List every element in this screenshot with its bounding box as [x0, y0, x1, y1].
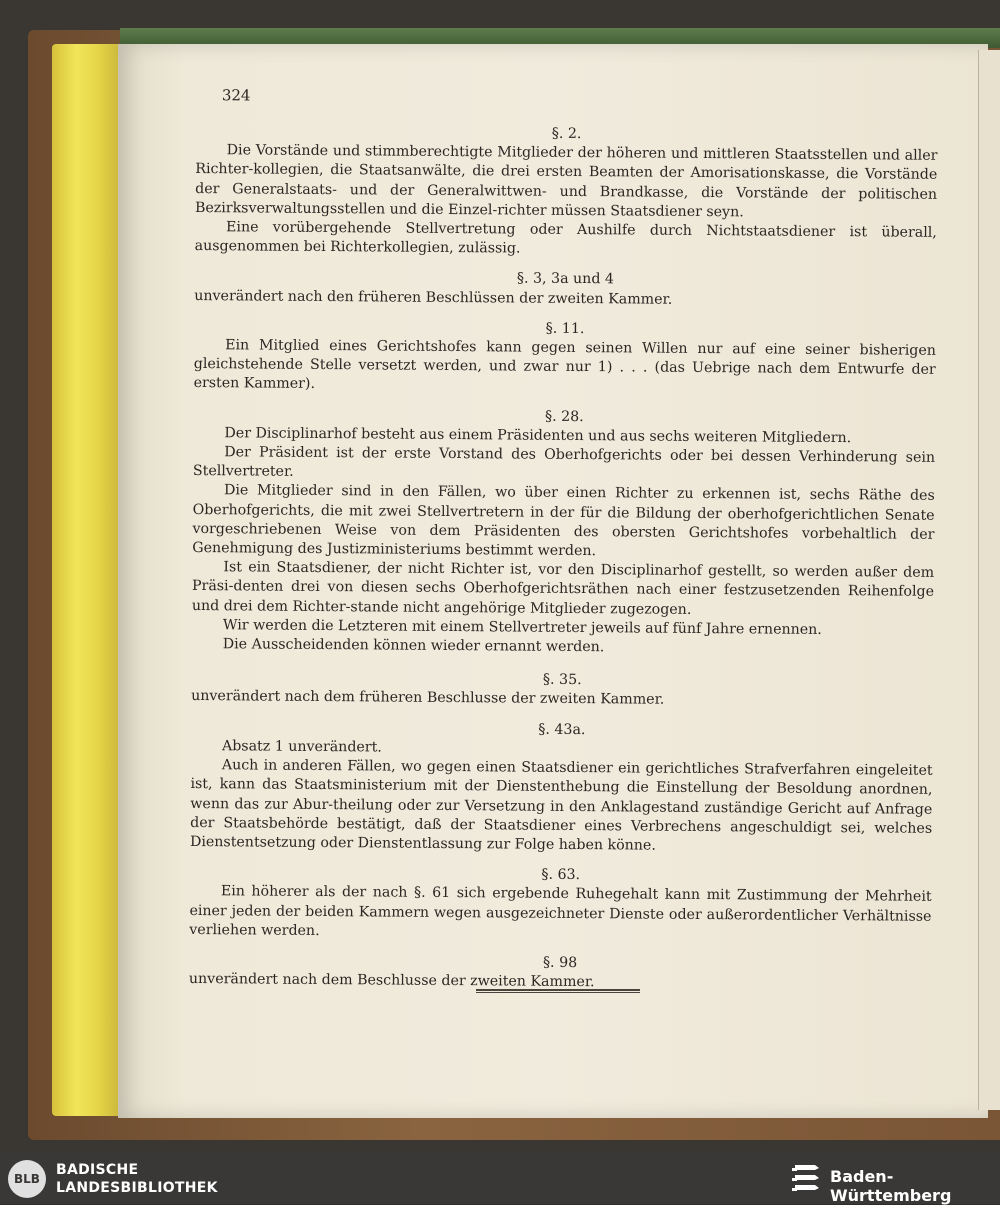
library-name[interactable] [56, 1161, 218, 1197]
state-name[interactable]: Baden-Württemberg [830, 1167, 952, 1205]
section-heading: §. 43a. [538, 721, 586, 738]
facing-page-edge [978, 50, 1000, 1110]
section-heading: §. 3, 3a und 4 [516, 270, 615, 288]
blb-logo[interactable]: BLB [8, 1160, 46, 1198]
section-heading: §. 2. [551, 125, 582, 143]
three-lions-icon [792, 1162, 822, 1194]
paragraph: unverändert nach dem früheren Beschlusse der zweiten Kammer. [191, 688, 665, 709]
section-heading: §. 63. [541, 866, 581, 884]
paragraph: Ein Mitglied eines Gerichtshofes kann gegen seinen Willen nur auf eine seiner bisherigen gleichstehende Stelle versetzt werden, und zwar nur 1) . . . (das Uebrige nach dem Entwurfe der ersten Kammer). [193, 337, 936, 393]
paragraph: unverändert nach den früheren Beschlüssen der zweiten Kammer. [194, 287, 673, 308]
page-number: 324 [221, 86, 251, 105]
paragraph: Die Vorstände und stimmberechtigte Mitglieder der höheren und mittleren Staatsstellen und aller Richter-kollegien, die Staatsanwälte, die drei ersten Beamten der Amorisationskasse, die Vorstände der Generalstaats- und der Generalwittwen- und Brandkasse, die Vorstände der politischen Bezirksverwaltungsstellen und die Einzel-richter müssen Staatsdiener seyn. [194, 142, 938, 221]
footer-bar [0, 1152, 1000, 1204]
paragraph: Eine vorübergehende Stellvertretung oder Aushilfe durch Nichtstaatsdiener ist überall, ausgenommen bei Richterkollegien, zulässig. [194, 219, 937, 257]
paragraph: Absatz 1 unverändert. [221, 738, 382, 756]
library-name-line2: LANDESBIBLIOTHEK [56, 1180, 218, 1196]
closing-rule [476, 989, 640, 993]
section-heading: §. 28. [544, 408, 584, 425]
paragraph: Wir werden die Letzteren mit einem Stellvertreter jeweils auf fünf Jahre ernennen. [222, 617, 822, 638]
paragraph: Die Mitglieder sind in den Fällen, wo über einen Richter zu erkennen ist, sechs Räthe des Oberhofgerichts, die mit zwei Stellvertretern in der für die Bildung der oberhofgerichtlichen Senate vorgeschriebenen Weise von dem Präsidenten des obersten Gerichtshofes vorbehaltlich der Genehmigung des Justizministeriums bestimmt werden. [192, 482, 935, 560]
paragraph: Auch in anderen Fällen, wo gegen einen Staatsdiener ein gerichtliches Strafverfahren eingeleitet ist, kann das Staatsministerium mit der Dienstenthebung die Einstellung der Besoldung anordnen, wenn das zur Abur-theilung oder zur Versetzung in den Anklagestand zuständige Gericht auf Anfrage der Staatsbehörde bestätigt, daß der Staatsdiener eines Verbrechens angeschuldigt sei, welches Dienstentsetzung oder Dienstentlassung zur Folge haben könne. [189, 757, 933, 854]
paragraph: unverändert nach dem Beschlusse der zweiten Kammer. [188, 971, 595, 991]
section-heading: §. 35. [542, 672, 582, 689]
library-name-line1: BADISCHE [56, 1162, 139, 1178]
paragraph: Ein höherer als der nach §. 61 sich ergebende Ruhegehalt kann mit Zustimmung der Mehrheit einer jeden der beiden Kammern wegen ausgezeichneter Dienste oder außerordentlicher Verhältnisse verliehen werden. [189, 883, 932, 939]
page-edge [52, 44, 122, 1116]
paragraph: Der Disciplinarhof besteht aus einem Präsidenten und aus sechs weiteren Mitgliedern. [224, 425, 852, 447]
paragraph: Die Ausscheidenden können wieder ernannt werden. [222, 636, 605, 656]
paragraph: Der Präsident ist der erste Vorstand des Oberhofgerichts oder bei dessen Verhinderung sein Stellvertreter. [192, 444, 936, 481]
section-heading: §. 98 [542, 954, 578, 971]
paragraph: Ist ein Staatsdiener, der nicht Richter ist, vor den Disciplinarhof gestellt, so werden außer dem Präsi-denten drei von diesen sechs Oberhofgerichtsräthen nach einer festzusetzenden Reihenfolge und drei dem Richter-stande nicht angehörige Mitglieder zugezogen. [191, 559, 935, 618]
page-text [189, 80, 938, 995]
section-heading: §. 11. [545, 320, 585, 337]
